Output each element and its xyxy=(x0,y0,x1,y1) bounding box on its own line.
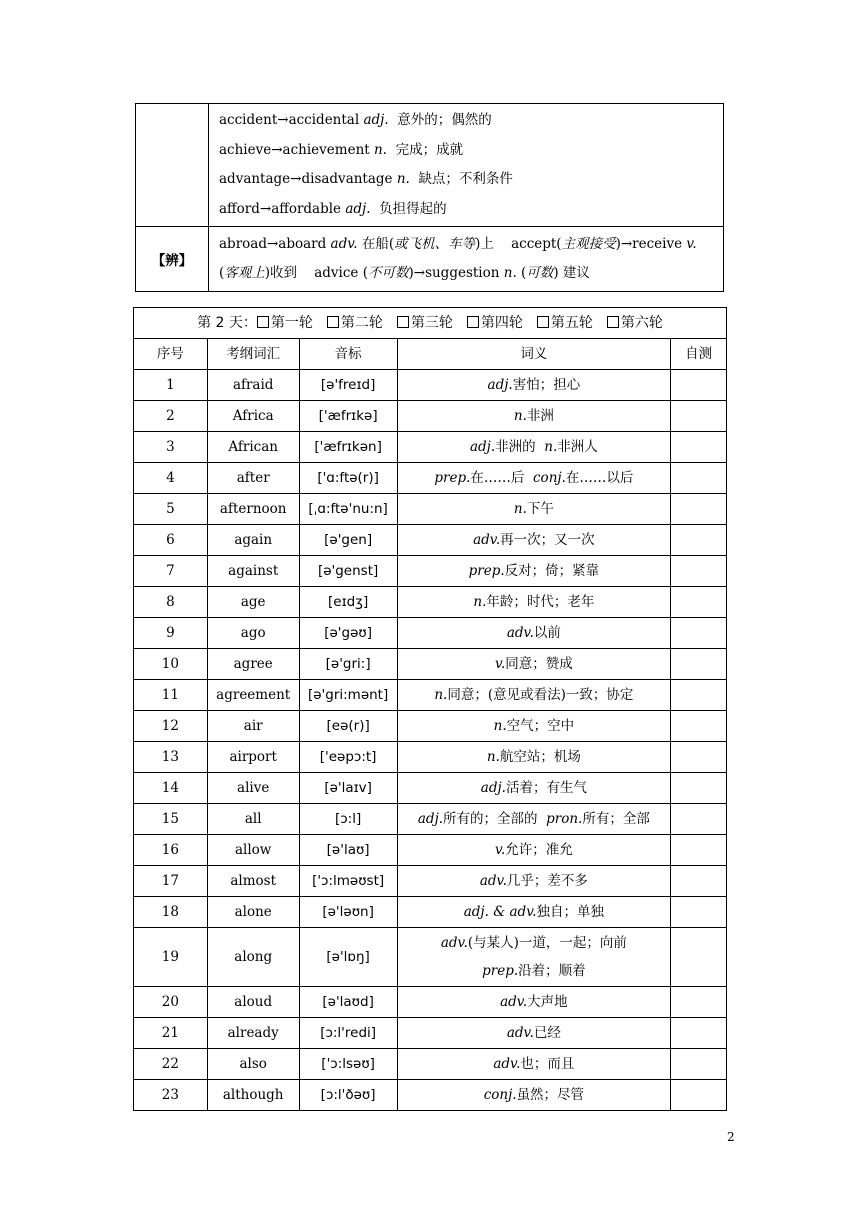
row-self-test[interactable] xyxy=(671,370,727,401)
row-phonetic: ['æfrɪkən] xyxy=(299,432,397,463)
row-word: agree xyxy=(207,649,299,680)
derivation-cell xyxy=(209,104,724,227)
row-self-test[interactable] xyxy=(671,556,727,587)
row-phonetic: ['ɔ:lsəʊ] xyxy=(299,1049,397,1080)
row-meaning: n.航空站；机场 xyxy=(397,742,671,773)
row-phonetic: [ɔ:l] xyxy=(299,804,397,835)
row-word: although xyxy=(207,1080,299,1111)
row-number: 8 xyxy=(134,587,208,618)
table-row xyxy=(134,1049,727,1080)
row-number: 2 xyxy=(134,401,208,432)
table-row xyxy=(134,1018,727,1049)
round-label: 第一轮 xyxy=(270,315,313,331)
row-self-test[interactable] xyxy=(671,618,727,649)
row-number: 22 xyxy=(134,1049,208,1080)
round-checkbox-3[interactable] xyxy=(397,315,453,331)
row-meaning: n.非洲 xyxy=(397,401,671,432)
row-number: 15 xyxy=(134,804,208,835)
table-row xyxy=(134,835,727,866)
bian-cell xyxy=(209,227,724,292)
bian-label: 【辨】 xyxy=(136,227,209,292)
row-phonetic: [ə'laʊ] xyxy=(299,835,397,866)
checkbox-icon[interactable] xyxy=(607,316,619,328)
row-phonetic: [ə'gri:] xyxy=(299,649,397,680)
row-phonetic: ['æfrɪkə] xyxy=(299,401,397,432)
row-meaning: adj. & adv.独自；单独 xyxy=(397,897,671,928)
row-word: age xyxy=(207,587,299,618)
row-meaning: adv.(与某人)一道，一起；向前 prep.沿着；顺着 xyxy=(397,928,671,987)
row-word: air xyxy=(207,711,299,742)
page-number: 2 xyxy=(727,1130,735,1144)
table-row xyxy=(134,1080,727,1111)
row-phonetic: [ˌɑ:ftə'nu:n] xyxy=(299,494,397,525)
row-meaning: adv.大声地 xyxy=(397,987,671,1018)
row-self-test[interactable] xyxy=(671,742,727,773)
row-phonetic: ['ɔ:lməʊst] xyxy=(299,866,397,897)
row-self-test[interactable] xyxy=(671,987,727,1018)
row-number: 19 xyxy=(134,928,208,987)
row-word: along xyxy=(207,928,299,987)
row-self-test[interactable] xyxy=(671,1080,727,1111)
row-phonetic: [ə'laʊd] xyxy=(299,987,397,1018)
row-self-test[interactable] xyxy=(671,494,727,525)
row-self-test[interactable] xyxy=(671,866,727,897)
checkbox-icon[interactable] xyxy=(327,316,339,328)
row-word: alive xyxy=(207,773,299,804)
row-number: 14 xyxy=(134,773,208,804)
row-word: African xyxy=(207,432,299,463)
day-banner xyxy=(134,308,727,339)
row-meaning: adj.活着；有生气 xyxy=(397,773,671,804)
row-meaning: prep.在……后 conj.在……以后 xyxy=(397,463,671,494)
table-row xyxy=(134,649,727,680)
row-meaning: adv.以前 xyxy=(397,618,671,649)
vocabulary-table xyxy=(133,307,727,1111)
derivation-line: afford→affordable adj. 负担得起的 xyxy=(219,200,447,217)
header-no: 序号 xyxy=(134,339,208,370)
table-row xyxy=(134,928,727,987)
row-number: 1 xyxy=(134,370,208,401)
header-self-test: 自测 xyxy=(671,339,727,370)
row-phonetic: [ə'ləʊn] xyxy=(299,897,397,928)
table-row xyxy=(134,804,727,835)
checkbox-icon[interactable] xyxy=(537,316,549,328)
row-number: 3 xyxy=(134,432,208,463)
row-meaning: prep.反对；倚；紧靠 xyxy=(397,556,671,587)
row-word: almost xyxy=(207,866,299,897)
round-checkbox-4[interactable] xyxy=(467,315,523,331)
row-number: 7 xyxy=(134,556,208,587)
row-self-test[interactable] xyxy=(671,897,727,928)
row-meaning: v.允许；准允 xyxy=(397,835,671,866)
row-phonetic: [ə'lɒŋ] xyxy=(299,928,397,987)
row-phonetic: [ə'genst] xyxy=(299,556,397,587)
row-word: airport xyxy=(207,742,299,773)
round-checkbox-6[interactable] xyxy=(607,315,663,331)
row-meaning: adv.几乎；差不多 xyxy=(397,866,671,897)
table-row xyxy=(134,432,727,463)
row-phonetic: [ə'gri:mənt] xyxy=(299,680,397,711)
table-row xyxy=(134,866,727,897)
row-self-test[interactable] xyxy=(671,649,727,680)
row-phonetic: ['eəpɔ:t] xyxy=(299,742,397,773)
row-number: 21 xyxy=(134,1018,208,1049)
empty-label-cell xyxy=(136,104,209,227)
header-phonetic: 音标 xyxy=(299,339,397,370)
row-number: 17 xyxy=(134,866,208,897)
row-word: already xyxy=(207,1018,299,1049)
table-row xyxy=(134,463,727,494)
row-word: Africa xyxy=(207,401,299,432)
checkbox-icon[interactable] xyxy=(467,316,479,328)
row-self-test[interactable] xyxy=(671,804,727,835)
row-phonetic: [ɔ:l'redi] xyxy=(299,1018,397,1049)
row-self-test[interactable] xyxy=(671,773,727,804)
row-phonetic: [eɪdʒ] xyxy=(299,587,397,618)
row-meaning: adj.非洲的 n.非洲人 xyxy=(397,432,671,463)
row-meaning: n.年龄；时代；老年 xyxy=(397,587,671,618)
row-number: 11 xyxy=(134,680,208,711)
row-phonetic: ['ɑ:ftə(r)] xyxy=(299,463,397,494)
row-phonetic: [ɔ:l'ðəʊ] xyxy=(299,1080,397,1111)
row-word: all xyxy=(207,804,299,835)
table-row xyxy=(134,556,727,587)
row-meaning: adv.已经 xyxy=(397,1018,671,1049)
word-form-table xyxy=(135,103,724,292)
round-checkbox-5[interactable] xyxy=(537,315,593,331)
row-word: agreement xyxy=(207,680,299,711)
row-meaning: n.同意；(意见或看法)一致；协定 xyxy=(397,680,671,711)
round-checkbox-2[interactable] xyxy=(327,315,383,331)
row-number: 5 xyxy=(134,494,208,525)
row-meaning: n.下午 xyxy=(397,494,671,525)
row-word: again xyxy=(207,525,299,556)
row-phonetic: [eə(r)] xyxy=(299,711,397,742)
row-number: 9 xyxy=(134,618,208,649)
header-meaning: 词义 xyxy=(397,339,671,370)
table-row xyxy=(134,587,727,618)
row-number: 20 xyxy=(134,987,208,1018)
derivation-line: achieve→achievement n. 完成；成就 xyxy=(219,141,464,158)
round-checkbox-1[interactable] xyxy=(257,315,313,331)
row-phonetic: [ə'gen] xyxy=(299,525,397,556)
table-row xyxy=(134,370,727,401)
row-self-test[interactable] xyxy=(671,525,727,556)
row-meaning: n.空气；空中 xyxy=(397,711,671,742)
bian-line-1: abroad→aboard adv. 在船(或飞机、车等)上 accept(主观接受)→receive v. xyxy=(219,236,697,252)
row-word: after xyxy=(207,463,299,494)
row-meaning: adj.所有的；全部的 pron.所有；全部 xyxy=(397,804,671,835)
row-self-test[interactable] xyxy=(671,1018,727,1049)
row-word: alone xyxy=(207,897,299,928)
table-row xyxy=(134,401,727,432)
row-number: 16 xyxy=(134,835,208,866)
row-self-test[interactable] xyxy=(671,835,727,866)
header-word: 考纲词汇 xyxy=(207,339,299,370)
row-number: 18 xyxy=(134,897,208,928)
table-row xyxy=(134,494,727,525)
row-meaning: adv.再一次；又一次 xyxy=(397,525,671,556)
derivation-line: advantage→disadvantage n. 缺点；不利条件 xyxy=(219,171,513,187)
row-self-test[interactable] xyxy=(671,432,727,463)
round-label: 第四轮 xyxy=(480,315,523,331)
row-self-test[interactable] xyxy=(671,711,727,742)
table-row xyxy=(134,742,727,773)
row-self-test[interactable] xyxy=(671,680,727,711)
checkbox-icon[interactable] xyxy=(257,316,269,328)
round-label: 第三轮 xyxy=(410,315,453,331)
round-label: 第二轮 xyxy=(340,315,383,331)
row-meaning: adv.也；而且 xyxy=(397,1049,671,1080)
checkbox-icon[interactable] xyxy=(397,316,409,328)
row-meaning: adj.害怕；担心 xyxy=(397,370,671,401)
row-number: 4 xyxy=(134,463,208,494)
table-row xyxy=(134,680,727,711)
row-phonetic: [ə'freɪd] xyxy=(299,370,397,401)
row-meaning: conj.虽然；尽管 xyxy=(397,1080,671,1111)
row-number: 6 xyxy=(134,525,208,556)
row-self-test[interactable] xyxy=(671,401,727,432)
row-phonetic: [ə'laɪv] xyxy=(299,773,397,804)
table-row xyxy=(134,618,727,649)
table-row xyxy=(134,711,727,742)
table-row xyxy=(134,897,727,928)
round-label: 第六轮 xyxy=(620,315,663,331)
day-label: 第 2 天： xyxy=(197,315,257,331)
row-phonetic: [ə'gəʊ] xyxy=(299,618,397,649)
row-number: 10 xyxy=(134,649,208,680)
row-word: aloud xyxy=(207,987,299,1018)
table-row xyxy=(134,525,727,556)
row-meaning: v.同意；赞成 xyxy=(397,649,671,680)
bian-line-2: (客观上)收到 advice (不可数)→suggestion n. (可数) 建议 xyxy=(219,265,590,281)
table-row xyxy=(134,773,727,804)
row-number: 12 xyxy=(134,711,208,742)
row-self-test[interactable] xyxy=(671,928,727,987)
row-word: afternoon xyxy=(207,494,299,525)
round-label: 第五轮 xyxy=(550,315,593,331)
row-word: against xyxy=(207,556,299,587)
row-number: 23 xyxy=(134,1080,208,1111)
row-self-test[interactable] xyxy=(671,1049,727,1080)
row-self-test[interactable] xyxy=(671,463,727,494)
table-row xyxy=(134,987,727,1018)
row-word: afraid xyxy=(207,370,299,401)
row-word: ago xyxy=(207,618,299,649)
row-word: allow xyxy=(207,835,299,866)
row-number: 13 xyxy=(134,742,208,773)
row-word: also xyxy=(207,1049,299,1080)
derivation-line: accident→accidental adj. 意外的；偶然的 xyxy=(219,112,492,128)
row-self-test[interactable] xyxy=(671,587,727,618)
